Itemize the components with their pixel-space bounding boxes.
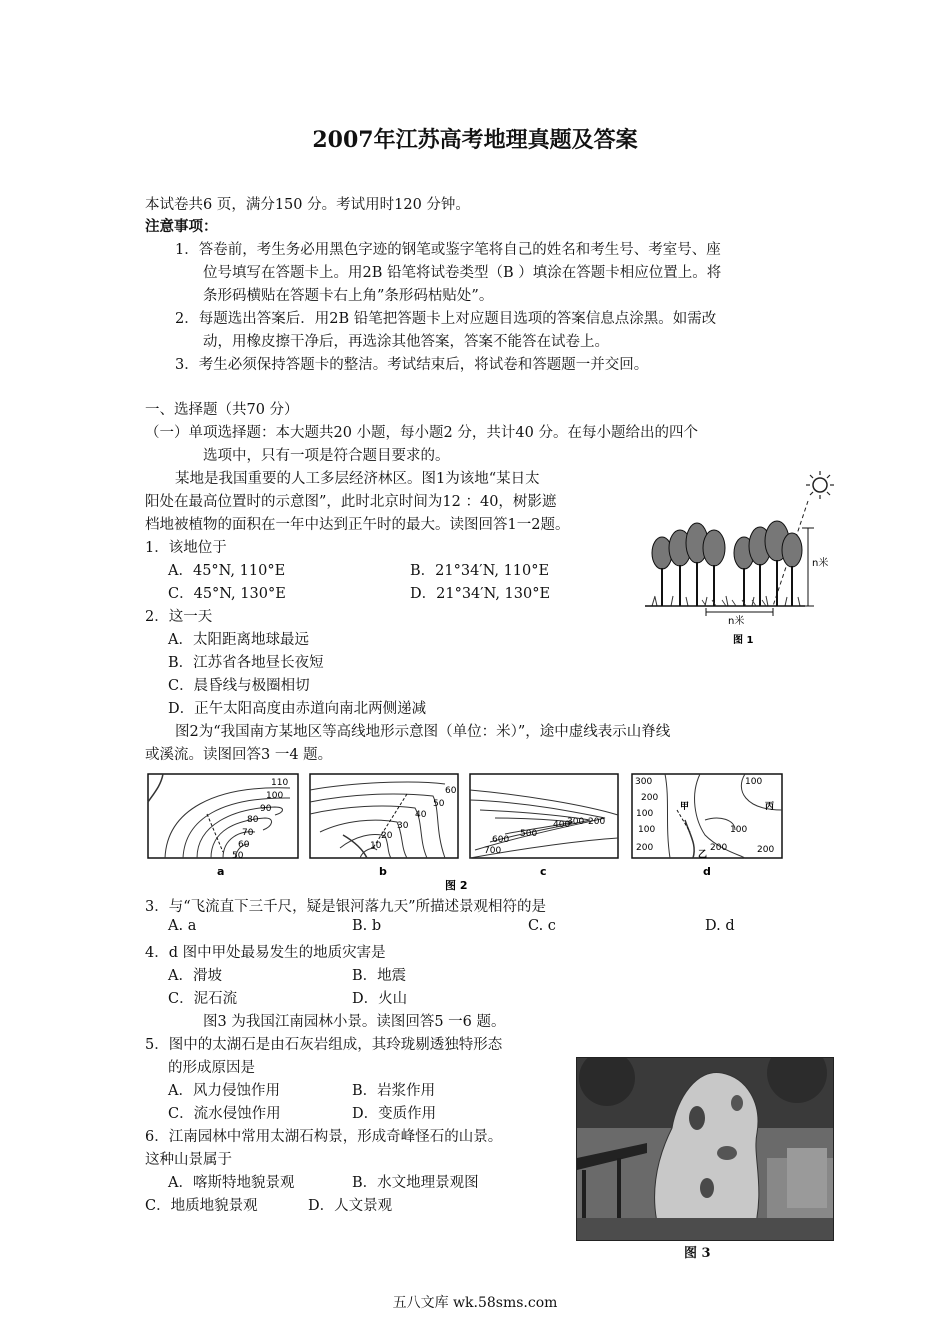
option: C．45°N, 130°E bbox=[168, 586, 286, 602]
contour-label: 200 bbox=[588, 817, 606, 827]
notice-line: 1．答卷前，考生务必用黑色字迹的钢笔或鉴字笔将自己的姓名和考生号、考室号、座 bbox=[175, 242, 721, 258]
contour-label: 50 bbox=[232, 851, 244, 861]
option: B．江苏省各地昼长夜短 bbox=[168, 655, 324, 671]
contour-label: 70 bbox=[242, 828, 254, 838]
contour-label: 60 bbox=[445, 786, 457, 796]
contour-label: 200 bbox=[757, 845, 775, 855]
option: D．火山 bbox=[352, 991, 408, 1007]
question-6: 6．江南园林中常用太湖石构景，形成奇峰怪石的山景。 bbox=[145, 1129, 503, 1145]
question-5: 5．图中的太湖石是由石灰岩组成，其玲珑剔透独特形态 bbox=[145, 1037, 503, 1053]
option: B．21°34′N, 110°E bbox=[410, 563, 550, 579]
passage-line: 图2为“我国南方某地区等高线地形示意图（单位：米）”，途中虚线表示山脊线 bbox=[175, 724, 671, 740]
notice-line: 位号填写在答题卡上。用2B 铅笔将试卷类型（B ）填涂在答题卡相应位置上。将 bbox=[203, 265, 722, 281]
contour-label: 100 bbox=[730, 825, 748, 835]
panel-label-c: c bbox=[540, 865, 547, 878]
part-heading-cont: 选项中，只有一项是符合题目要求的。 bbox=[203, 448, 450, 464]
contour-label: 200 bbox=[710, 843, 728, 853]
contour-label: 200 bbox=[636, 843, 654, 853]
question-3: 3．与“飞流直下三千尺，疑是银河落九天”所描述景观相符的是 bbox=[145, 899, 547, 915]
passage-line: 阳处在最高位置时的示意图”，此时北京时间为12 ：40，树影遮 bbox=[145, 494, 557, 510]
contour-label: 100 bbox=[638, 825, 656, 835]
panel-label-d: d bbox=[703, 865, 711, 878]
option: C．泥石流 bbox=[168, 991, 238, 1007]
contour-label: 300 bbox=[635, 777, 653, 787]
option: A．45°N, 110°E bbox=[168, 563, 286, 579]
option: B．岩浆作用 bbox=[352, 1083, 436, 1099]
contour-label: 100 bbox=[636, 809, 654, 819]
option: D. d bbox=[705, 918, 735, 934]
contour-label: 40 bbox=[415, 810, 427, 820]
option: C．流水侵蚀作用 bbox=[168, 1106, 281, 1122]
contour-label: 80 bbox=[247, 815, 259, 825]
contour-label: 110 bbox=[271, 778, 289, 788]
option: D．正午太阳高度由赤道向南北两侧递减 bbox=[168, 701, 427, 717]
option: A．滑坡 bbox=[168, 968, 222, 984]
contour-label: 600 bbox=[492, 835, 510, 845]
fig1-caption: 图 1 bbox=[733, 635, 754, 646]
option: D．变质作用 bbox=[352, 1106, 437, 1122]
passage-line: 或溪流。读图回答3 一4 题。 bbox=[145, 747, 333, 763]
notice-line: 动，用橡皮擦干净后，再选涂其他答案，答案不能答在试卷上。 bbox=[203, 334, 609, 350]
option: B．水文地理景观图 bbox=[352, 1175, 479, 1191]
panel-label-b: b bbox=[379, 865, 387, 878]
option: A．喀斯特地貌景观 bbox=[168, 1175, 295, 1191]
option: A. a bbox=[168, 918, 197, 934]
contour-label: 700 bbox=[484, 846, 502, 856]
sun-icon bbox=[806, 471, 834, 499]
contour-label: 500 bbox=[520, 829, 538, 839]
option: B. b bbox=[352, 918, 382, 934]
contour-label: 60 bbox=[238, 840, 250, 850]
passage-line: 图3 为我国江南园林小景。读图回答5 一6 题。 bbox=[203, 1014, 506, 1030]
question-1: 1．该地位于 bbox=[145, 540, 227, 556]
notice-line: 3．考生必须保持答题卡的整洁。考试结束后，将试卷和答题题一并交回。 bbox=[175, 357, 649, 373]
fig1-width-label: n米 bbox=[728, 616, 745, 627]
question-5-cont: 的形成原因是 bbox=[168, 1060, 255, 1076]
option: D．人文景观 bbox=[308, 1198, 393, 1214]
contour-label: 100 bbox=[745, 777, 763, 787]
fig3-caption: 图 3 bbox=[684, 1246, 711, 1261]
contour-label: 50 bbox=[433, 799, 445, 809]
fig2-caption: 图 2 bbox=[445, 879, 468, 892]
footer-watermark: 五八文库 wk.58sms.com bbox=[392, 1295, 558, 1311]
figure-2 bbox=[145, 770, 790, 892]
question-6-cont: 这种山景属于 bbox=[145, 1152, 232, 1168]
passage-line: 档地被植物的面积在一年中达到正午时的最大。读图回答1一2题。 bbox=[145, 517, 570, 533]
contour-label: 100 bbox=[266, 791, 284, 801]
option: C．地质地貌景观 bbox=[145, 1198, 258, 1214]
mark-jia: 甲 bbox=[680, 802, 690, 812]
exam-intro: 本试卷共6 页，满分150 分。考试用时120 分钟。 bbox=[145, 197, 470, 213]
contour-label: 400 bbox=[553, 820, 571, 830]
option: B．地震 bbox=[352, 968, 407, 984]
option: C．晨昏线与极圈相切 bbox=[168, 678, 310, 694]
notice-line: 2．每题选出答案后．用2B 铅笔把答题卡上对应题目选项的答案信息点涂黑。如需改 bbox=[175, 311, 717, 327]
part-heading: （一）单项选择题：本大题共20 小题，每小题2 分，共计40 分。在每小题给出的四个 bbox=[145, 425, 698, 441]
option: C. c bbox=[528, 918, 556, 934]
contour-label: 90 bbox=[260, 804, 272, 814]
contour-label: 300 bbox=[567, 817, 585, 827]
contour-label: 30 bbox=[397, 821, 409, 831]
fig1-height-label: n米 bbox=[812, 558, 829, 569]
notice-heading: 注意事项： bbox=[145, 218, 218, 235]
option: A．风力侵蚀作用 bbox=[168, 1083, 280, 1099]
figure-3-photo bbox=[576, 1057, 834, 1241]
figure-1 bbox=[640, 468, 840, 668]
panel-label-a: a bbox=[217, 865, 225, 878]
contour-label: 20 bbox=[381, 831, 393, 841]
contour-label: 10 bbox=[370, 841, 382, 851]
question-4: 4．d 图中甲处最易发生的地质灾害是 bbox=[145, 945, 386, 961]
section-heading: 一、选择题（共70 分） bbox=[145, 402, 299, 418]
mark-bing: 丙 bbox=[765, 802, 775, 812]
mark-yi: 乙 bbox=[698, 850, 708, 860]
passage-line: 某地是我国重要的人工多层经济林区。图1为该地“某日太 bbox=[175, 471, 540, 487]
page-title: 2007年江苏高考地理真题及答案 bbox=[312, 127, 638, 153]
option: A．太阳距离地球最远 bbox=[168, 632, 309, 648]
contour-label: 200 bbox=[641, 793, 659, 803]
option: D．21°34′N, 130°E bbox=[410, 586, 551, 602]
notice-line: 条形码横贴在答题卡右上角”条形码枯贴处”。 bbox=[203, 288, 494, 304]
question-2: 2．这一天 bbox=[145, 609, 213, 625]
